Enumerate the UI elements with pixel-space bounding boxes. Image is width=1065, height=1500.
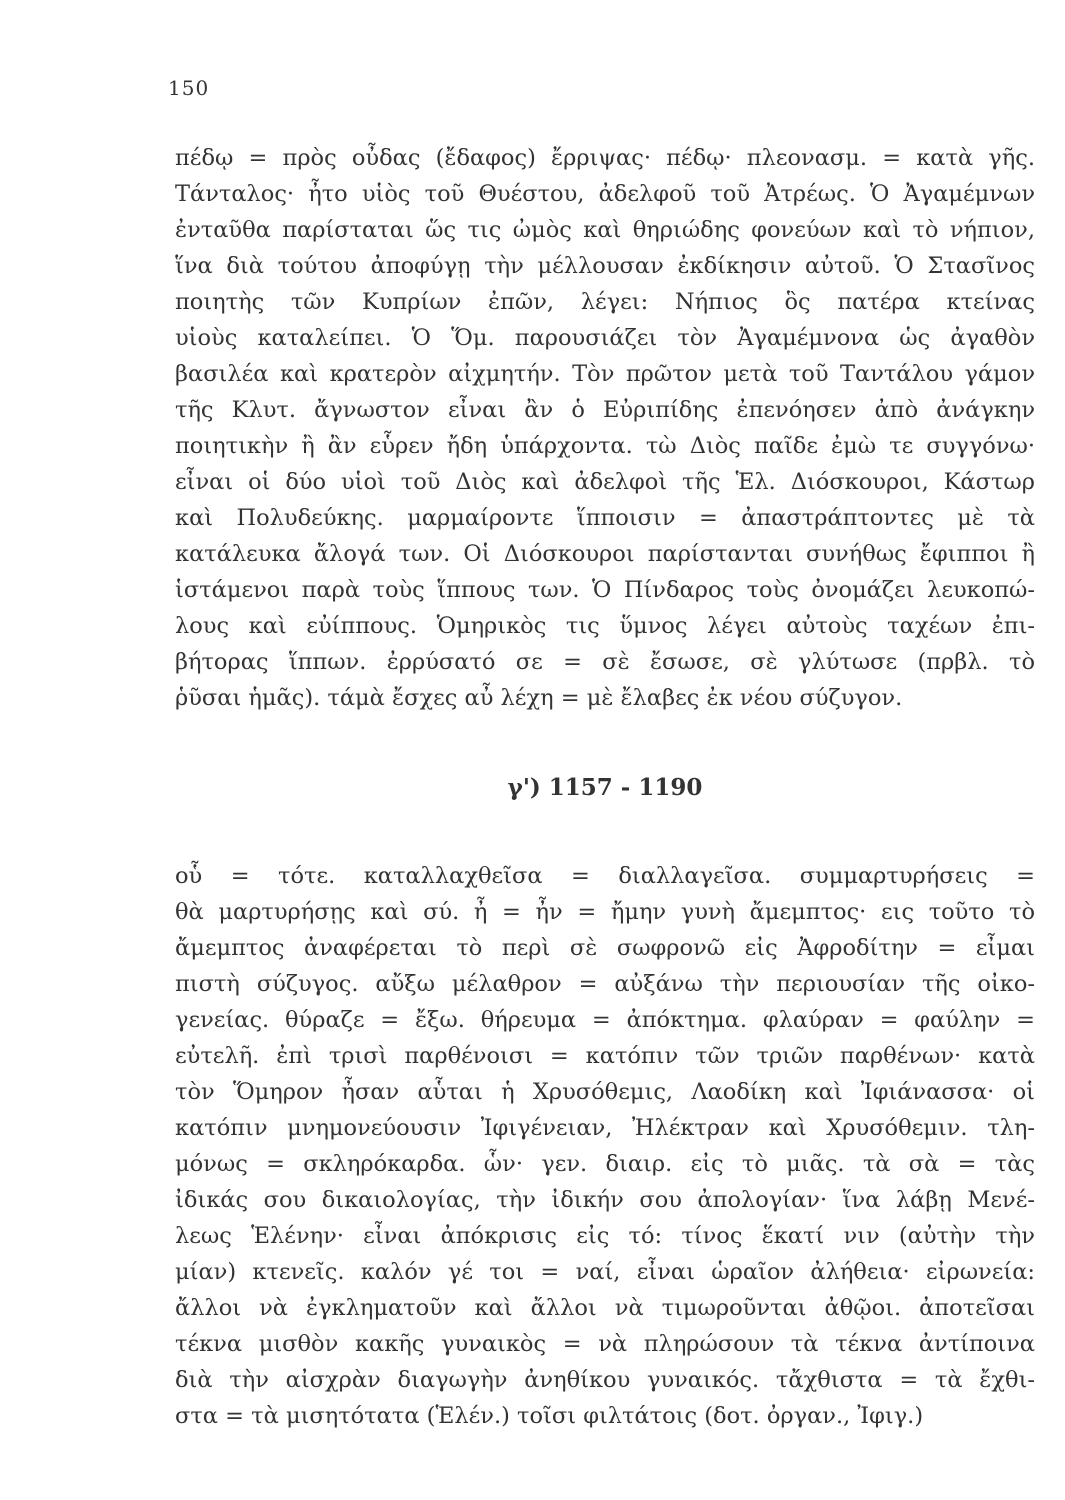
text-line: καὶ Πολυδεύκης. μαρμαίροντε ἵπποισιν = ἀπαστράπτοντες μὲ τὰ <box>175 505 1035 531</box>
text-line: ἄμεμπτος ἀναφέρεται τὸ περὶ σὲ σωφρονῶ εἰς Ἀφροδίτην = εἶμαι <box>175 935 1035 961</box>
text-line: κατόπιν μνημονεύουσιν Ἰφιγένειαν, Ἠλέκτραν καὶ Χρυσόθεμιν. τλη- <box>175 1115 1035 1141</box>
text-line: τὸν Ὅμηρον ἦσαν αὗται ἡ Χρυσόθεμις, Λαοδίκη καὶ Ἰφιάνασσα· οἱ <box>175 1079 1035 1105</box>
text-line: βασιλέα καὶ κρατερὸν αἰχμητήν. Τὸν πρῶτον μετὰ τοῦ Ταντάλου γάμον <box>175 361 1035 387</box>
text-line: υἱοὺς καταλείπει. Ὁ Ὅμ. παρουσιάζει τὸν Ἀγαμέμνονα ὡς ἀγαθὸν <box>175 325 1035 351</box>
text-line: πέδῳ = πρὸς οὖδας (ἔδαφος) ἔρριψας· πέδῳ· πλεονασμ. = κατὰ γῆς. <box>175 145 1035 171</box>
text-line: μίαν) κτενεῖς. καλόν γέ τοι = ναί, εἶναι ὡραῖον ἀλήθεια· εἰρωνεία: <box>175 1259 1035 1285</box>
text-line: διὰ τὴν αἰσχρὰν διαγωγὴν ἀνηθίκου γυναικός. τἄχθιστα = τὰ ἔχθι- <box>175 1367 1035 1393</box>
text-line: πιστὴ σύζυγος. αὔξω μέλαθρον = αὐξάνω τὴν περιουσίαν τῆς οἰκο- <box>175 971 1035 997</box>
text-line: ἵνα διὰ τούτου ἀποφύγῃ τὴν μέλλουσαν ἐκδίκησιν αὐτοῦ. Ὁ Στασῖνος <box>175 253 1035 279</box>
text-line: ἄλλοι νὰ ἐγκληματοῦν καὶ ἄλλοι νὰ τιμωροῦνται ἀθῷοι. ἀποτεῖσαι <box>175 1295 1035 1321</box>
text-line: εἶναι οἱ δύο υἱοὶ τοῦ Διὸς καὶ ἀδελφοὶ τῆς Ἑλ. Διόσκουροι, Κάστωρ <box>175 469 1035 495</box>
text-line: μόνως = σκληρόκαρδα. ὧν· γεν. διαιρ. εἰς τὸ μιᾶς. τὰ σὰ = τὰς <box>175 1151 1035 1177</box>
text-line: οὗ = τότε. καταλλαχθεῖσα = διαλλαγεῖσα. συμμαρτυρήσεις = <box>175 863 1035 889</box>
text-line: ἰδικάς σου δικαιολογίας, τὴν ἰδικήν σου ἀπολογίαν· ἵνα λάβῃ Μενέ- <box>175 1187 1035 1213</box>
text-line: λεως Ἑλένην· εἶναι ἀπόκρισις εἰς τό: τίνος ἕκατί νιν (αὐτὴν τὴν <box>175 1223 1035 1249</box>
text-line: τέκνα μισθὸν κακῆς γυναικὸς = νὰ πληρώσουν τὰ τέκνα ἀντίποινα <box>175 1331 1035 1357</box>
text-line: ποιητικὴν ἢ ἂν εὗρεν ἤδη ὑπάρχοντα. τὼ Διὸς παῖδε ἐμὼ τε συγγόνω· <box>175 433 1035 459</box>
text-line: θὰ μαρτυρήσῃς καὶ σύ. ἦ = ἦν = ἤμην γυνὴ ἄμεμπτος· εις τοῦτο τὸ <box>175 899 1035 925</box>
text-line: εὐτελῆ. ἐπὶ τρισὶ παρθένοισι = κατόπιν τῶν τριῶν παρθένων· κατὰ <box>175 1043 1035 1069</box>
text-line: στα = τὰ μισητότατα (Ἑλέν.) τοῖσι φιλτάτοις (δοτ. ὀργαν., Ἰφιγ.) <box>175 1403 924 1429</box>
text-line: βήτορας ἵππων. ἐρρύσατό σε = σὲ ἔσωσε, σὲ γλύτωσε (πρβλ. τὸ <box>175 649 1035 675</box>
text-line: τῆς Κλυτ. ἄγνωστον εἶναι ἂν ὁ Εὐριπίδης ἐπενόησεν ἀπὸ ἀνάγκην <box>175 397 1035 423</box>
text-line: ῥῦσαι ἡμᾶς). τάμὰ ἔσχες αὖ λέχη = μὲ ἔλαβες ἐκ νέου σύζυγον. <box>175 685 903 711</box>
text-line: λους καὶ εὐίππους. Ὁμηρικὸς τις ὕμνος λέγει αὐτοὺς ταχέων ἐπι- <box>175 613 1035 639</box>
page-number: 150 <box>168 76 210 100</box>
text-line: κατάλευκα ἄλογά των. Οἱ Διόσκουροι παρίστανται συνήθως ἔφιπποι ἢ <box>175 541 1035 567</box>
text-line: ἱστάμενοι παρὰ τοὺς ἵππους των. Ὁ Πίνδαρος τοὺς ὀνομάζει λευκοπώ- <box>175 577 1035 603</box>
text-line: ἐνταῦθα παρίσταται ὥς τις ὠμὸς καὶ θηριώδης φονεύων καὶ τὸ νήπιον, <box>175 217 1035 243</box>
text-line: Τάνταλος· ἦτο υἱὸς τοῦ Θυέστου, ἀδελφοῦ τοῦ Ἀτρέως. Ὁ Ἀγαμέμνων <box>175 181 1035 207</box>
text-line: ποιητὴς τῶν Κυπρίων ἐπῶν, λέγει: Νήπιος ὃς πατέρα κτείνας <box>175 289 1035 315</box>
section-heading: γ') 1157 - 1190 <box>507 774 703 801</box>
text-line: γενείας. θύραζε = ἔξω. θήρευμα = ἀπόκτημα. φλαύραν = φαύλην = <box>175 1007 1035 1033</box>
